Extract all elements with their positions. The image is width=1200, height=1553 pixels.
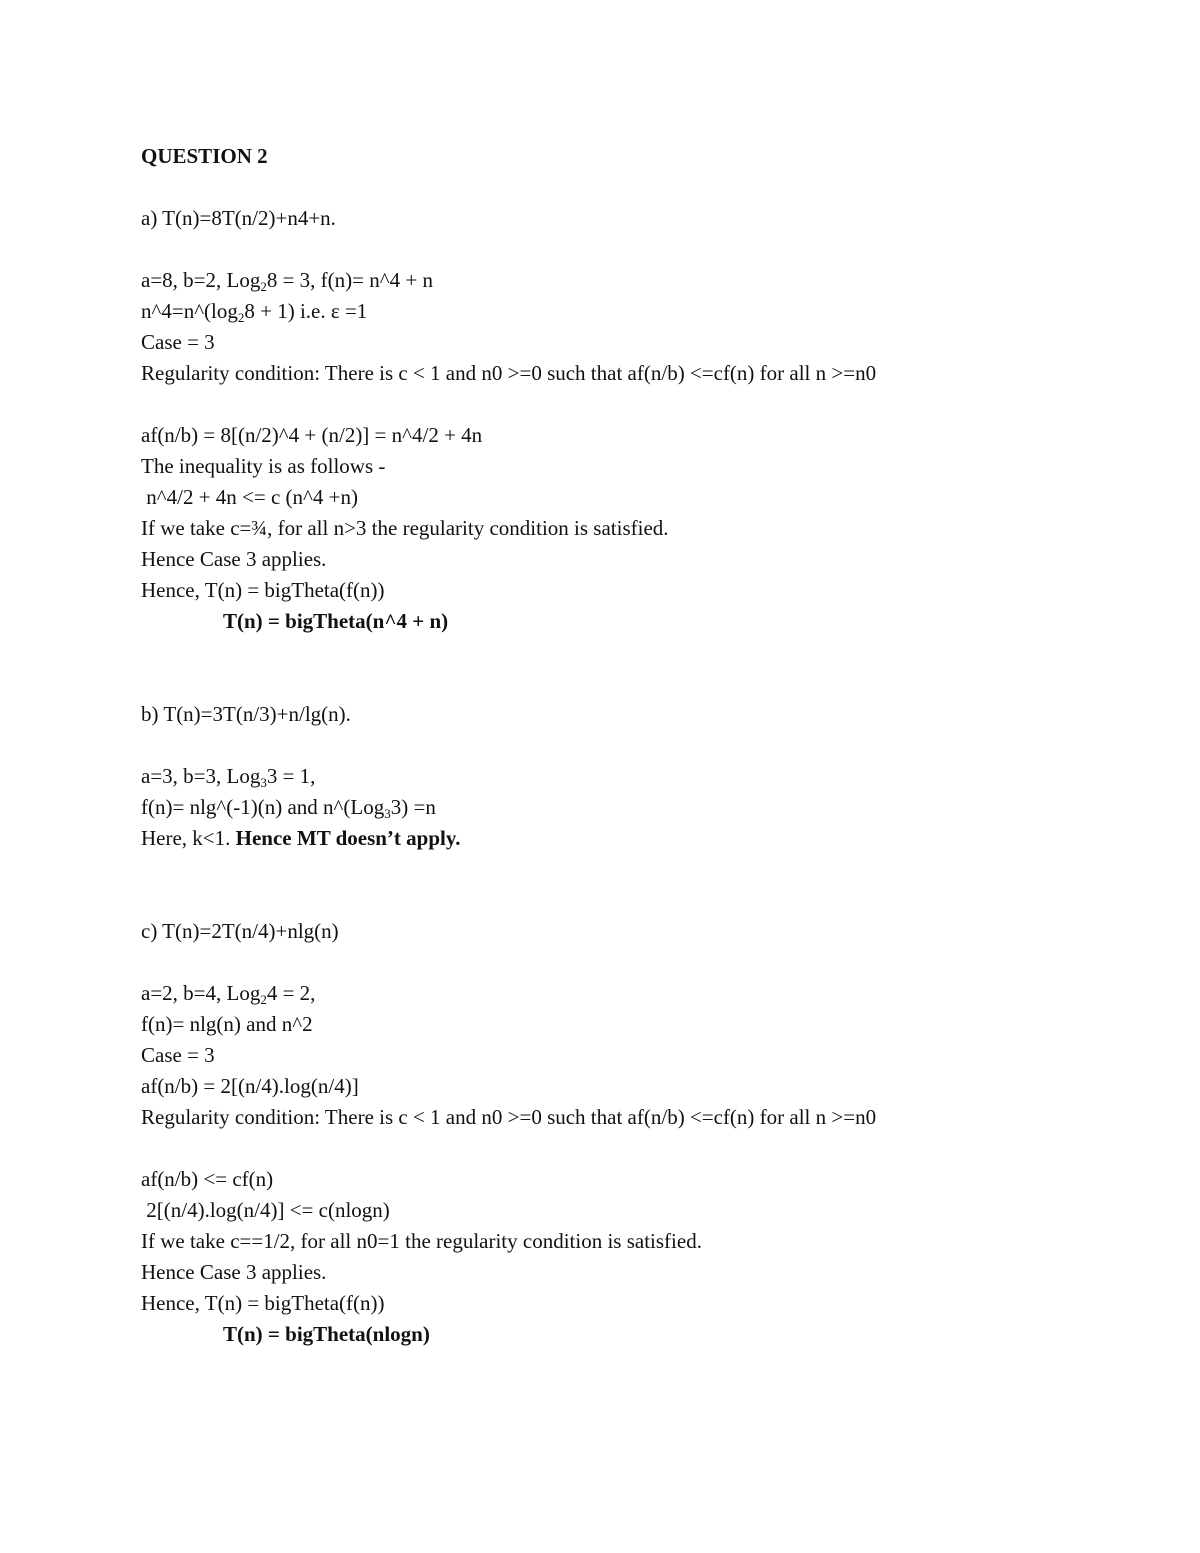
part-c-ineq2: 2[(n/4).log(n/4)] <= c(nlogn) (141, 1198, 390, 1222)
part-c-take-c: If we take c==1/2, for all n0=1 the regularity condition is satisfied. (141, 1229, 702, 1253)
part-a-params-sub: 2 (260, 279, 267, 294)
spacer (141, 172, 1041, 203)
part-c-af: af(n/b) = 2[(n/4).log(n/4)] (141, 1074, 359, 1098)
part-a-regularity: Regularity condition: There is c < 1 and n0 >=0 such that af(n/b) <=cf(n) for all n >=n0 (141, 361, 877, 385)
part-a-params-pre: a=8, b=2, Log (141, 268, 261, 292)
part-c-regularity: Regularity condition: There is c < 1 and n0 >=0 such that af(n/b) <=cf(n) for all n >=n0 (141, 1105, 877, 1129)
part-b-fn (141, 792, 1041, 823)
part-c-params-post: 4 = 2, (266, 981, 316, 1005)
part-b-fn-post: 3) =n (390, 795, 436, 819)
part-a-epsilon-post: 8 + 1) i.e. ε =1 (244, 299, 368, 323)
part-a-heading: a) T(n)=8T(n/2)+n4+n. (141, 206, 336, 230)
part-c-fn: f(n)= nlg(n) and n^2 (141, 1012, 313, 1036)
part-a-af: af(n/b) = 8[(n/2)^4 + (n/2)] = n^4/2 + 4n (141, 423, 483, 447)
part-b-params-pre: a=3, b=3, Log (141, 764, 261, 788)
question-title: QUESTION 2 (141, 144, 268, 168)
part-b-params-sub: 3 (260, 775, 267, 790)
part-b-conclusion: Hence MT doesn’t apply. (235, 826, 461, 850)
part-c-params-sub: 2 (260, 992, 267, 1007)
part-a-take-c: If we take c=¾, for all n>3 the regularity condition is satisfied. (141, 516, 669, 540)
part-c-hence: Hence, T(n) = bigTheta(f(n)) (141, 1291, 385, 1315)
part-c-result: T(n) = bigTheta(nlogn) (223, 1322, 430, 1346)
part-a-epsilon-pre: n^4=n^(log (141, 299, 238, 323)
part-a-result: T(n) = bigTheta(n^4 + n) (223, 609, 449, 633)
part-c-params-pre: a=2, b=4, Log (141, 981, 261, 1005)
part-a-params (141, 265, 1041, 296)
spacer (141, 947, 1041, 978)
part-a-epsilon (141, 296, 1041, 327)
part-a-case: Case = 3 (141, 330, 215, 354)
part-b-fn-sub: 3 (384, 806, 391, 821)
part-c-heading: c) T(n)=2T(n/4)+nlg(n) (141, 919, 339, 943)
part-b-params-post: 3 = 1, (266, 764, 316, 788)
part-a-case-applies: Hence Case 3 applies. (141, 547, 327, 571)
part-a-inequality: n^4/2 + 4n <= c (n^4 +n) (141, 485, 358, 509)
spacer (141, 854, 1041, 916)
spacer (141, 1133, 1041, 1164)
part-b-here: Here, k<1. (141, 826, 236, 850)
spacer (141, 234, 1041, 265)
spacer (141, 637, 1041, 699)
part-a-epsilon-sub: 2 (237, 310, 245, 325)
part-b-fn-pre: f(n)= nlg^(-1)(n) and n^(Log (141, 795, 385, 819)
part-a-inequality-intro: The inequality is as follows - (141, 454, 386, 478)
part-c-case-applies: Hence Case 3 applies. (141, 1260, 327, 1284)
part-b-params (141, 761, 1041, 792)
spacer (141, 389, 1041, 420)
part-b-heading: b) T(n)=3T(n/3)+n/lg(n). (141, 702, 351, 726)
part-c-ineq1: af(n/b) <= cf(n) (141, 1167, 274, 1191)
part-c-params (141, 978, 1041, 1009)
part-a-hence: Hence, T(n) = bigTheta(f(n)) (141, 578, 385, 602)
part-c-case: Case = 3 (141, 1043, 215, 1067)
spacer (141, 730, 1041, 761)
part-a-params-post: 8 = 3, f(n)= n^4 + n (266, 268, 433, 292)
part-b-here-line (141, 823, 1041, 854)
document-content (141, 141, 1041, 1350)
